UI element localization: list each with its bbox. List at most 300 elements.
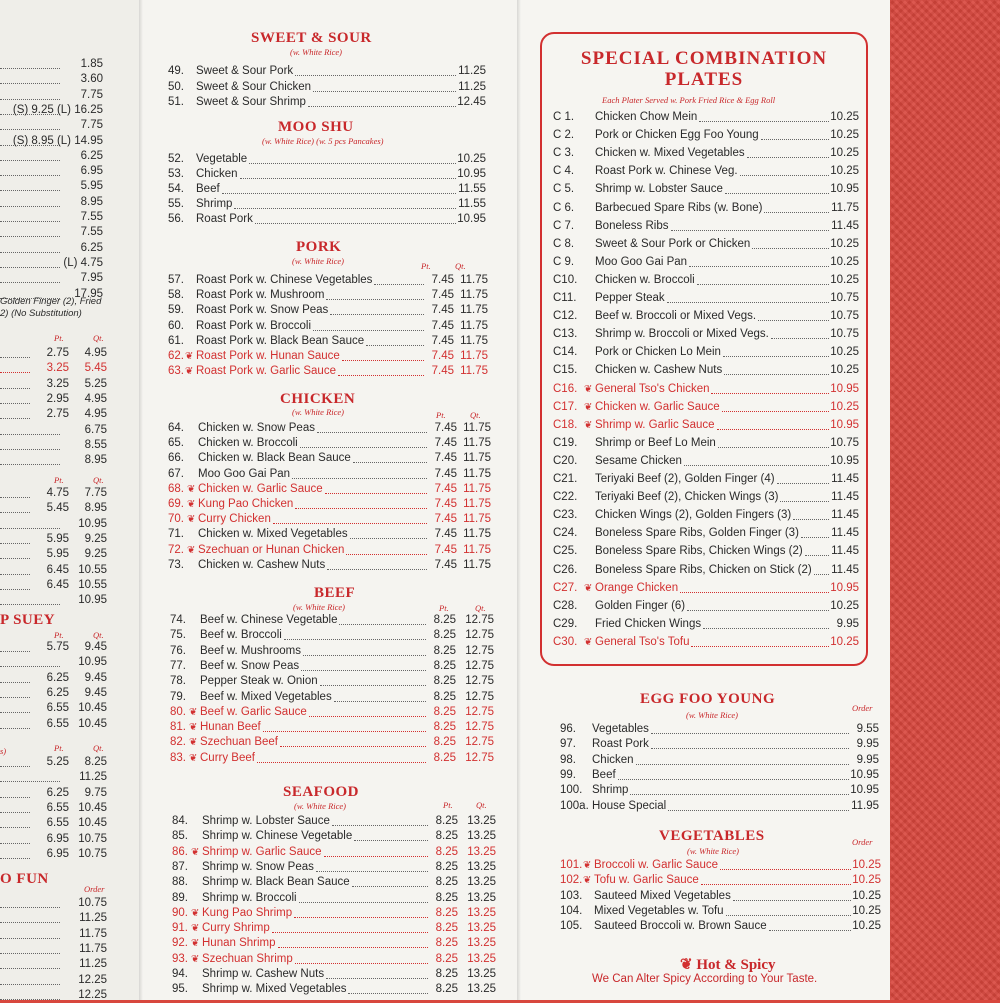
left-price-row: [0, 392, 107, 407]
item-name: Beef w. Mushrooms: [200, 644, 301, 657]
leader-dots: [0, 701, 30, 713]
leader-dots: [222, 182, 456, 194]
item-name: Chicken w. Broccoli: [198, 437, 298, 450]
leader-dots: [0, 593, 60, 605]
combo-price: 10.25: [830, 400, 859, 413]
item-number: 87.: [172, 860, 188, 873]
leader-dots: [320, 674, 426, 686]
pepper-icon: ❦: [187, 514, 196, 526]
item-name: Moo Goo Gai Pan: [198, 467, 291, 480]
leader-dots: [687, 599, 829, 611]
item-number: C25.: [553, 545, 578, 558]
leader-dots: [284, 628, 426, 640]
pt-price: 2.75: [46, 347, 69, 359]
pt-price: 6.95: [46, 832, 69, 845]
order-price: 9.55: [856, 723, 879, 735]
combo-price: 10.25: [830, 111, 859, 123]
item-number: C17.: [553, 400, 578, 413]
beef-row: [170, 690, 494, 705]
pt-price: 5.75: [46, 641, 69, 653]
leader-dots: [0, 786, 30, 798]
chicken-row: [168, 482, 491, 497]
leader-dots: [295, 952, 428, 964]
item-name: Shrimp w. Cashew Nuts: [202, 968, 325, 980]
qt-price: 5.45: [84, 362, 107, 375]
fold-shadow-right: [517, 0, 521, 1000]
pt-price: 7.45: [434, 482, 457, 495]
item-number: 76.: [170, 644, 186, 657]
item-name: Pepper Steak: [595, 292, 665, 304]
combo-price: 11.45: [831, 491, 859, 504]
combo-price: 11.75: [831, 201, 859, 214]
item-number: 64.: [168, 422, 184, 434]
qt-price: 12.75: [465, 659, 494, 672]
leader-dots: [717, 418, 829, 430]
leader-dots: [651, 737, 849, 749]
qt-price: 10.95: [78, 594, 107, 607]
pepper-icon: ❦: [191, 907, 200, 919]
item-number: 59.: [168, 304, 184, 317]
item-number: 72.: [168, 543, 184, 556]
pt-price: 7.45: [431, 334, 454, 347]
leader-dots: [636, 753, 849, 765]
pt-price: 7.45: [431, 319, 454, 332]
pork-row: [168, 273, 488, 288]
qt-price: 6.75: [84, 423, 107, 436]
leader-dots: [711, 382, 829, 394]
price: 7.55: [80, 211, 103, 223]
left-price-row: [0, 118, 103, 133]
item-number: 62.: [168, 350, 184, 362]
leader-dots: [309, 705, 426, 717]
qt-price: 10.95: [78, 656, 107, 669]
item-name: Roast Pork w. Chinese Vegetables: [196, 274, 373, 286]
pepper-icon: ❦: [680, 957, 693, 973]
egg-foo-young-row: [560, 783, 879, 798]
item-number: C12.: [553, 310, 578, 323]
price: 12.25: [78, 988, 107, 1001]
item-name: Sauteed Mixed Vegetables: [594, 889, 731, 902]
pt-price: 8.25: [435, 860, 458, 873]
leader-dots: [0, 501, 30, 513]
pt-price: 5.45: [46, 502, 69, 515]
pt-label: Pt.: [54, 475, 64, 485]
seafood-row: [172, 952, 496, 967]
item-number: 95.: [172, 983, 188, 996]
moo-shu-title: MOO SHU: [278, 119, 354, 135]
qt-price: 10.25: [457, 153, 486, 165]
pt-price: 8.25: [435, 937, 458, 950]
pt-price: 3.25: [46, 377, 69, 390]
hot-spicy-label: [680, 955, 776, 974]
left-price-row: [0, 770, 107, 785]
pepper-icon: ❦: [189, 722, 198, 734]
price: 11.75: [79, 927, 107, 940]
left-price-row: [0, 593, 107, 608]
beef-row: [170, 628, 494, 643]
leader-dots: [0, 423, 60, 435]
leader-dots: [671, 219, 829, 231]
leader-dots: [0, 346, 30, 358]
price: 5.95: [80, 180, 103, 193]
pork-pt-label: Pt.: [421, 261, 431, 271]
left-price-row: [0, 942, 107, 957]
combo-row: [553, 436, 859, 451]
leader-dots: [313, 80, 456, 92]
item-number: C26.: [553, 563, 578, 576]
qt-price: 4.95: [84, 408, 107, 421]
chicken-row: [168, 451, 491, 466]
combo-row: [553, 363, 859, 378]
item-number: 83.: [170, 751, 186, 764]
combo-price: 11.45: [831, 509, 859, 522]
item-number: 81.: [170, 721, 186, 734]
moo-shu-row: [168, 212, 488, 227]
left-price-row: [0, 407, 107, 422]
item-name: Boneless Spare Ribs, Chicken on Stick (2): [595, 563, 812, 576]
leader-dots: [272, 921, 428, 933]
leader-dots: [726, 904, 851, 916]
leader-dots: [0, 755, 30, 767]
item-number: 78.: [170, 675, 186, 688]
pepper-icon: ❦: [583, 860, 592, 871]
item-name: Beef w. Garlic Sauce: [200, 705, 307, 718]
item-number: 67.: [168, 467, 184, 480]
leader-dots: [0, 407, 30, 419]
item-name: Beef w. Snow Peas: [200, 659, 300, 672]
seafood-row: [172, 891, 496, 906]
sweet-sour-row: [168, 80, 488, 95]
leader-dots: [0, 377, 30, 389]
left-price-row: [0, 241, 103, 256]
qt-price: 10.95: [457, 168, 486, 180]
leader-dots: [0, 801, 30, 813]
left-price-row: [0, 88, 103, 103]
qt-price: 13.25: [467, 845, 496, 858]
chicken-row: [168, 436, 491, 451]
left-price-row: [0, 957, 107, 972]
qt-price: 9.25: [84, 532, 107, 545]
moo-shu-subtitle: (w. White Rice) (w. 5 pcs Pancakes): [262, 136, 384, 146]
leader-dots: [339, 613, 426, 625]
leader-dots: [299, 891, 428, 903]
leader-dots: [630, 783, 849, 795]
combo-price: 10.95: [830, 418, 859, 431]
item-number: 98.: [560, 753, 576, 766]
combo-row: [553, 273, 859, 288]
qt-price: 13.25: [467, 891, 496, 904]
pt-price: 7.45: [431, 274, 454, 286]
item-number: 89.: [172, 891, 188, 904]
item-name: Curry Shrimp: [202, 922, 270, 935]
leader-dots: [0, 486, 30, 498]
leader-dots: [691, 635, 829, 647]
combo-price: 11.45: [831, 219, 859, 232]
pt-price: 7.45: [434, 437, 457, 450]
chicken-row: [168, 527, 491, 542]
item-name: Beef w. Broccoli: [200, 629, 282, 642]
pt-price: 7.45: [434, 467, 457, 480]
combo-price: 10.25: [830, 273, 859, 286]
qt-price: 12.75: [465, 644, 494, 657]
combo-row: [553, 526, 859, 541]
qt-price: 8.95: [84, 454, 107, 467]
item-name: Chicken w. Cashew Nuts: [198, 558, 326, 571]
price: 8.95: [80, 195, 103, 208]
item-number: 88.: [172, 876, 188, 889]
pt-price: 7.45: [431, 289, 454, 302]
left-price-row: [0, 179, 103, 194]
pepper-icon: ❦: [185, 351, 194, 362]
pt-price: 8.25: [435, 891, 458, 904]
leader-dots: [280, 735, 426, 747]
pt-price: 8.25: [435, 876, 458, 889]
combo-row: [553, 146, 859, 161]
combo-subtitle: Each Plater Served w. Pork Fried Rice & Egg Roll: [602, 95, 776, 105]
combo-row: [553, 454, 859, 469]
leader-dots: [348, 982, 428, 994]
item-name: Sweet & Sour Shrimp: [196, 96, 306, 108]
seafood-row: [172, 814, 496, 829]
left-price-row: [0, 832, 107, 847]
item-name: Pork or Chicken Lo Mein: [595, 346, 721, 359]
leader-dots: [752, 237, 829, 249]
qt-price: 4.95: [84, 392, 107, 405]
qt-price: 11.75: [460, 365, 488, 378]
combo-price: 10.75: [830, 292, 859, 304]
left-price-row: [0, 210, 103, 225]
leader-dots: [697, 273, 829, 285]
combo-row: [553, 635, 859, 650]
qt-price: 11.75: [463, 558, 491, 571]
egg-foo-young-title: EGG FOO YOUNG: [640, 691, 776, 707]
combo-price: 9.95: [836, 617, 859, 630]
leader-dots: [733, 889, 851, 901]
leader-dots: [326, 288, 424, 300]
item-name: Curry Beef: [200, 751, 255, 764]
moo-shu-row: [168, 167, 488, 182]
item-name: Roast Pork w. Garlic Sauce: [196, 365, 336, 378]
item-number: 56.: [168, 213, 184, 225]
item-number: 82.: [170, 736, 186, 749]
pt-price: 8.25: [433, 659, 456, 672]
leader-dots: [313, 319, 424, 331]
order-price: 10.95: [850, 784, 879, 797]
left-price-row: [0, 911, 107, 926]
leader-dots: [703, 617, 829, 629]
item-name: General Tso's Chicken: [595, 382, 710, 395]
item-number: C 1.: [553, 111, 575, 123]
qt-price: 9.45: [84, 671, 107, 684]
price: 12.25: [78, 973, 107, 986]
combo-row: [553, 581, 859, 596]
qt-label: Qt.: [93, 475, 104, 485]
pt-price: 8.25: [433, 736, 456, 749]
leader-dots: [334, 690, 426, 702]
leader-dots: [769, 919, 851, 931]
qt-price: 10.55: [78, 563, 107, 576]
item-name: Hunan Shrimp: [202, 937, 276, 950]
leader-dots: [346, 543, 427, 555]
item-name: Beef: [592, 768, 616, 781]
chop-suey-title: P SUEY: [0, 612, 56, 628]
qt-price: 11.75: [463, 543, 491, 556]
pt-price: 6.55: [46, 817, 69, 830]
pt-price: 8.25: [433, 629, 456, 642]
pt-price: 8.25: [433, 614, 456, 626]
left-price-row: [0, 547, 107, 562]
combo-price: 11.45: [831, 545, 859, 558]
item-number: C13.: [553, 328, 578, 341]
left-price-row: [0, 973, 107, 988]
leader-dots: [353, 451, 427, 463]
beef-subtitle: (w. White Rice): [293, 602, 346, 612]
leader-dots: [723, 345, 829, 357]
leader-dots: [0, 671, 30, 683]
pt-price: 8.25: [435, 815, 458, 827]
pt-price: 7.45: [434, 422, 457, 434]
leader-dots: [0, 563, 30, 575]
item-number: 91.: [172, 922, 188, 935]
order-price: 10.25: [852, 874, 881, 887]
hot-spicy-text: Hot & Spicy: [696, 957, 776, 973]
item-number: C29.: [553, 617, 578, 630]
item-number: 58.: [168, 289, 184, 302]
item-name: Curry Chicken: [198, 513, 271, 526]
leader-dots: [0, 438, 60, 450]
item-number: 96.: [560, 723, 576, 735]
pepper-icon: ❦: [191, 938, 200, 950]
egg-foo-young-row: [560, 737, 879, 752]
leader-dots: [0, 655, 60, 667]
pork-row: [168, 288, 488, 303]
combo-title-line2: PLATES: [664, 69, 744, 90]
item-number: 79.: [170, 690, 186, 703]
left-price-row: [0, 346, 107, 361]
seafood-row: [172, 936, 496, 951]
item-name: Chicken w. Mixed Vegetables: [198, 528, 348, 541]
left-price-row: [0, 256, 103, 271]
item-name: Beef: [196, 183, 220, 195]
sweet-sour-row: [168, 64, 488, 79]
leader-dots: [0, 832, 30, 844]
leader-dots: [618, 768, 849, 780]
leader-dots: [0, 453, 60, 465]
item-name: Shrimp w. Lobster Sauce: [595, 183, 723, 196]
item-name: Roast Pork w. Mushroom: [196, 289, 325, 302]
vegetables-order-label: Order: [852, 837, 873, 847]
chicken-title: CHICKEN: [280, 391, 356, 407]
pt-price: 6.25: [46, 686, 69, 699]
seafood-subtitle: (w. White Rice): [294, 801, 347, 811]
combo-price: 10.25: [830, 599, 859, 612]
vegetables-row: [560, 873, 881, 888]
vegetables-row: [560, 919, 881, 934]
item-name: Golden Finger (6): [595, 599, 686, 612]
leader-dots: [295, 497, 427, 509]
qt-price: 13.25: [467, 937, 496, 950]
chicken-qt-label: Qt.: [470, 410, 481, 420]
qt-price: 11.75: [460, 334, 488, 347]
combo-price: 11.45: [831, 563, 859, 576]
leader-dots: [352, 875, 428, 887]
pt-price: 5.25: [46, 756, 69, 768]
item-name: Sweet & Sour Pork or Chicken: [595, 237, 751, 250]
combo-row: [553, 472, 859, 487]
left-price-row: [0, 517, 107, 532]
qt-price: 13.25: [467, 968, 496, 980]
item-number: 54.: [168, 183, 184, 195]
pt-price: 7.45: [434, 543, 457, 556]
combo-title-line1: SPECIAL COMBINATION: [580, 48, 828, 69]
combo-price: 10.75: [830, 310, 859, 323]
pt-price: 7.45: [434, 528, 457, 541]
qt-price: 12.75: [465, 614, 494, 626]
item-number: C10.: [553, 273, 578, 286]
egg-foo-young-row: [560, 799, 879, 814]
qt-price: 11.75: [463, 498, 491, 510]
combo-price: 10.95: [830, 454, 859, 467]
combo-price: 10.25: [830, 346, 859, 359]
left-price-row: [0, 988, 107, 1003]
item-number: C 7.: [553, 219, 575, 232]
item-name: Sesame Chicken: [595, 454, 682, 467]
price: 6.95: [80, 165, 103, 178]
combo-price: 10.95: [830, 581, 859, 594]
seafood-row: [172, 845, 496, 860]
item-name: Shrimp w. Broccoli or Mixed Vegs.: [595, 328, 769, 341]
left-price-row: [0, 377, 107, 392]
qt-price: 10.45: [78, 717, 107, 730]
combo-row: [553, 309, 859, 324]
item-name: Shrimp w. Broccoli: [202, 891, 297, 904]
left-price-row: [0, 563, 107, 578]
item-name: Chicken: [592, 753, 634, 766]
item-number: 61.: [168, 334, 184, 347]
item-number: C18.: [553, 418, 578, 431]
qt-price: 11.25: [79, 771, 107, 784]
pepper-icon: ❦: [584, 636, 593, 648]
pork-qt-label: Qt.: [455, 261, 466, 271]
left-price-row: [0, 847, 107, 862]
pt-price: 8.25: [435, 952, 458, 965]
pepper-icon: ❦: [584, 419, 593, 431]
qt-price: 11.75: [460, 304, 488, 317]
leader-dots: [308, 95, 456, 107]
item-number: C 4.: [553, 165, 575, 178]
vegetables-title: VEGETABLES: [659, 828, 765, 844]
leader-dots: [725, 182, 829, 194]
pork-subtitle: (w. White Rice): [292, 256, 345, 266]
item-name: Boneless Spare Ribs, Golden Finger (3): [595, 527, 799, 540]
qt-price: 11.75: [463, 437, 491, 450]
item-number: 103.: [560, 889, 583, 902]
chicken-subtitle: (w. White Rice): [292, 407, 345, 417]
pepper-icon: ❦: [187, 483, 196, 495]
item-name: Szechuan Shrimp: [202, 952, 293, 965]
item-name: Hunan Beef: [200, 721, 261, 734]
left-price-row: [0, 655, 107, 670]
left-price-row: [0, 486, 107, 501]
qt-price: 9.45: [84, 641, 107, 653]
leader-dots: [740, 164, 829, 176]
leader-dots: [354, 829, 428, 841]
item-number: 102.: [560, 874, 583, 887]
qt-price: 11.75: [463, 482, 491, 495]
pt-price: 6.95: [46, 847, 69, 860]
pt-price: 7.45: [434, 498, 457, 510]
combo-row: [553, 237, 859, 252]
